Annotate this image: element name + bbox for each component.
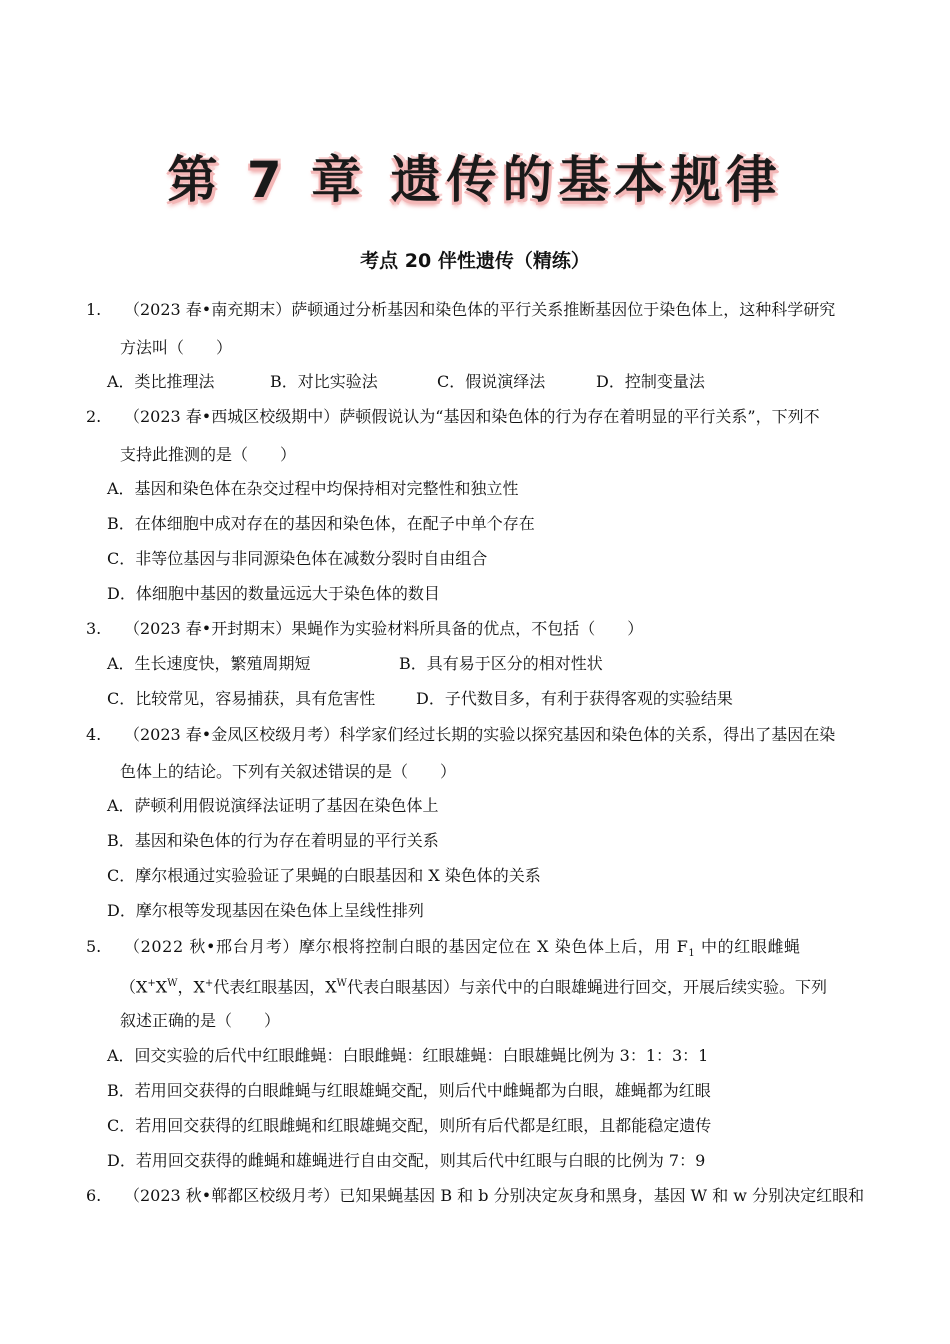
option-c: C．假说演绎法	[437, 372, 546, 391]
question-stem-line: （2023 秋•郸都区校级月考）已知果蝇基因 B 和 b 分别决定灰身和黑身，基因 W 和 w 分别决定红眼和	[124, 1186, 865, 1205]
option-c: C．摩尔根通过实验验证了果蝇的白眼基因和 X 染色体的关系	[107, 866, 541, 885]
stem-text: 代表白眼基因）与亲代中的白眼雄蝇进行回交，开展后续实验。下列	[346, 977, 827, 997]
superscript: W	[167, 978, 178, 989]
superscript: W	[336, 978, 347, 989]
question-number: 1.	[86, 300, 102, 319]
option-c: C．比较常见，容易捕获，具有危害性	[107, 689, 376, 708]
stem-text: 中的红眼雌蝇	[695, 937, 801, 956]
option-d: D．子代数目多，有利于获得客观的实验结果	[416, 689, 733, 708]
option-b: B．在体细胞中成对存在的基因和染色体，在配子中单个存在	[107, 514, 535, 533]
option-b: B．具有易于区分的相对性状	[399, 654, 603, 673]
option-b: B．基因和染色体的行为存在着明显的平行关系	[107, 831, 439, 850]
chapter-title: 第 7 章 遗传的基本规律	[167, 151, 783, 209]
question-stem-line	[120, 973, 827, 998]
question-stem-line: 色体上的结论。下列有关叙述错误的是（ ）	[120, 762, 457, 781]
question-stem-line: 支持此推测的是（ ）	[120, 445, 297, 464]
option-b: B．对比实验法	[270, 372, 378, 391]
option-a: A．萨顿利用假说演绎法证明了基因在染色体上	[107, 796, 439, 815]
stem-text: 代表红眼基因，X	[213, 977, 337, 997]
superscript: +	[147, 978, 156, 989]
question-stem-line: 方法叫（ ）	[120, 338, 233, 357]
question-stem-line	[124, 936, 801, 965]
option-c: C．若用回交获得的红眼雌蝇和红眼雄蝇交配，则所有后代都是红眼，且都能稳定遗传	[107, 1116, 712, 1135]
question-stem-line: （2023 春•西城区校级期中）萨顿假说认为“基因和染色体的行为存在着明显的平行关系”，下列不	[124, 407, 820, 426]
stem-text: ，X	[177, 977, 205, 997]
stem-text: X	[155, 977, 168, 997]
question-stem-line: （2023 春•南充期末）萨顿通过分析基因和染色体的平行关系推断基因位于染色体上，这种科学研究	[124, 300, 836, 319]
question-number: 5.	[86, 937, 102, 956]
question-number: 4.	[86, 725, 102, 744]
option-d: D．控制变量法	[596, 372, 705, 391]
superscript: +	[204, 978, 214, 989]
question-number: 2.	[86, 407, 102, 426]
stem-text: （X	[120, 977, 148, 997]
question-number: 6.	[86, 1186, 102, 1205]
option-a: A．回交实验的后代中红眼雌蝇：白眼雌蝇：红眼雄蝇：白眼雄蝇比例为 3：1：3：1	[107, 1046, 709, 1065]
option-d: D．若用回交获得的雌蝇和雄蝇进行自由交配，则其后代中红眼与白眼的比例为 7：9	[107, 1151, 706, 1170]
option-c: C．非等位基因与非同源染色体在减数分裂时自由组合	[107, 549, 488, 568]
option-a: A．基因和染色体在杂交过程中均保持相对完整性和独立性	[107, 479, 519, 498]
option-a: A．生长速度快，繁殖周期短	[107, 654, 311, 673]
question-stem-line: （2023 春•开封期末）果蝇作为实验材料所具备的优点，不包括（ ）	[124, 619, 644, 638]
stem-text: （2022 秋•邢台月考）摩尔根将控制白眼的基因定位在 X 染色体上后，用 F	[124, 937, 689, 956]
section-subtitle: 考点 20 伴性遗传（精练）	[360, 250, 590, 272]
option-d: D．体细胞中基因的数量远远大于染色体的数目	[107, 584, 440, 603]
question-number: 3.	[86, 619, 102, 638]
option-d: D．摩尔根等发现基因在染色体上呈线性排列	[107, 901, 424, 920]
question-stem-line: （2023 春•金凤区校级月考）科学家们经过长期的实验以探究基因和染色体的关系，得出了基因在染	[124, 725, 836, 744]
option-a: A．类比推理法	[107, 372, 215, 391]
option-b: B．若用回交获得的白眼雌蝇与红眼雄蝇交配，则后代中雌蝇都为白眼，雄蝇都为红眼	[107, 1081, 711, 1100]
question-stem-line: 叙述正确的是（ ）	[120, 1011, 281, 1030]
subscript: 1	[688, 948, 696, 960]
